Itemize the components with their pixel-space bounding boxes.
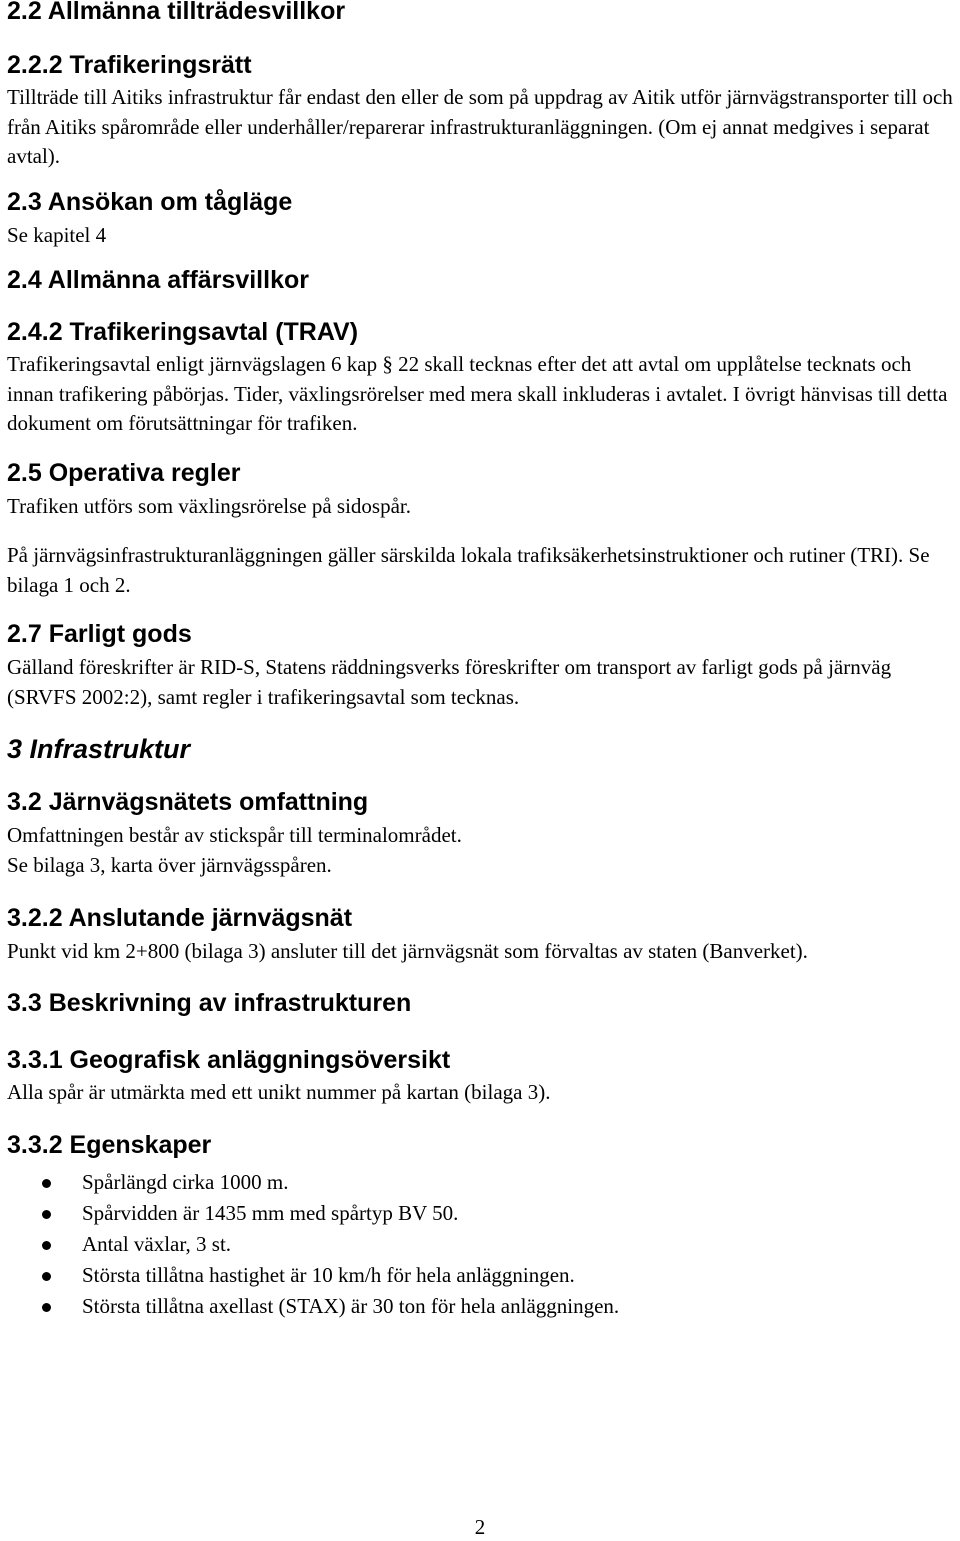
heading-3: 3 Infrastruktur: [7, 734, 191, 764]
heading-3-3-1: 3.3.1 Geografisk anläggningsöversikt: [7, 1045, 451, 1074]
paragraph-trafikeringsavtal: Trafikeringsavtal enligt järnvägslagen 6 kap § 22 skall tecknas efter det att avtal om upplåtelse tecknats och innan trafikering påbörjas. Tider, växlingsrörelser med mera skall inkluderas i avtalet. I övrigt hänvisas till detta dokument om förutsättningar för trafiken.: [7, 352, 948, 435]
heading-2-2: 2.2 Allmänna tillträdesvillkor: [7, 0, 346, 25]
paragraph-operativa-1: Trafiken utförs som växlingsrörelse på sidospår.: [7, 493, 412, 518]
list-item: Spårlängd cirka 1000 m.: [7, 1167, 957, 1198]
paragraph-oversikt: Alla spår är utmärkta med ett unikt nummer på kartan (bilaga 3).: [7, 1079, 551, 1104]
heading-3-3-2: 3.3.2 Egenskaper: [7, 1131, 212, 1159]
heading-2-7: 2.7 Farligt gods: [7, 620, 192, 648]
heading-3-2-2: 3.2.2 Anslutande järnvägsnät: [7, 904, 353, 932]
page-number: 2: [474, 1515, 486, 1539]
paragraph-anslutande: Punkt vid km 2+800 (bilaga 3) ansluter till det järnvägsnät som förvaltas av staten (Banverket).: [7, 939, 808, 963]
heading-3-3: 3.3 Beskrivning av infrastrukturen: [7, 988, 412, 1017]
paragraph-farligt-gods: Gälland föreskrifter är RID-S, Statens räddningsverks föreskrifter om transport av farligt gods på järnväg (SRVFS 2002:2), samt regler i trafikeringsavtal som tecknas.: [7, 655, 892, 709]
properties-list: [7, 1167, 957, 1322]
list-item: Spårvidden är 1435 mm med spårtyp BV 50.: [7, 1198, 957, 1229]
list-item: Antal växlar, 3 st.: [7, 1229, 957, 1260]
heading-2-4-2: 2.4.2 Trafikeringsavtal (TRAV): [7, 318, 359, 346]
heading-2-3: 2.3 Ansökan om tågläge: [7, 187, 293, 216]
heading-2-2-2: 2.2.2 Trafikeringsrätt: [7, 51, 252, 79]
paragraph-omfattning-1: Omfattningen består av stickspår till terminalområdet.: [7, 823, 462, 847]
paragraph-operativa-2: På järnvägsinfrastrukturanläggningen gäller särskilda lokala trafiksäkerhetsinstruktioner och rutiner (TRI). Se bilaga 1 och 2.: [7, 543, 930, 597]
heading-2-5: 2.5 Operativa regler: [7, 458, 241, 487]
paragraph-trafikeringsratt: Tillträde till Aitiks infrastruktur får endast den eller de som på uppdrag av Aitik utför järnvägstransporter till och från Aitiks spårområde eller underhåller/reparerar infrastrukturanläggningen. (Om ej annat medgives i separat avtal).: [7, 85, 953, 168]
list-item: Största tillåtna hastighet är 10 km/h för hela anläggningen.: [7, 1260, 957, 1291]
heading-3-2: 3.2 Järnvägsnätets omfattning: [7, 788, 369, 816]
heading-2-4: 2.4 Allmänna affärsvillkor: [7, 266, 309, 294]
paragraph-omfattning-2: Se bilaga 3, karta över järnvägsspåren.: [7, 852, 332, 877]
paragraph-ansokan: Se kapitel 4: [7, 222, 107, 247]
list-item: Största tillåtna axellast (STAX) är 30 ton för hela anläggningen.: [7, 1291, 957, 1322]
document-page: [7, 0, 957, 1322]
